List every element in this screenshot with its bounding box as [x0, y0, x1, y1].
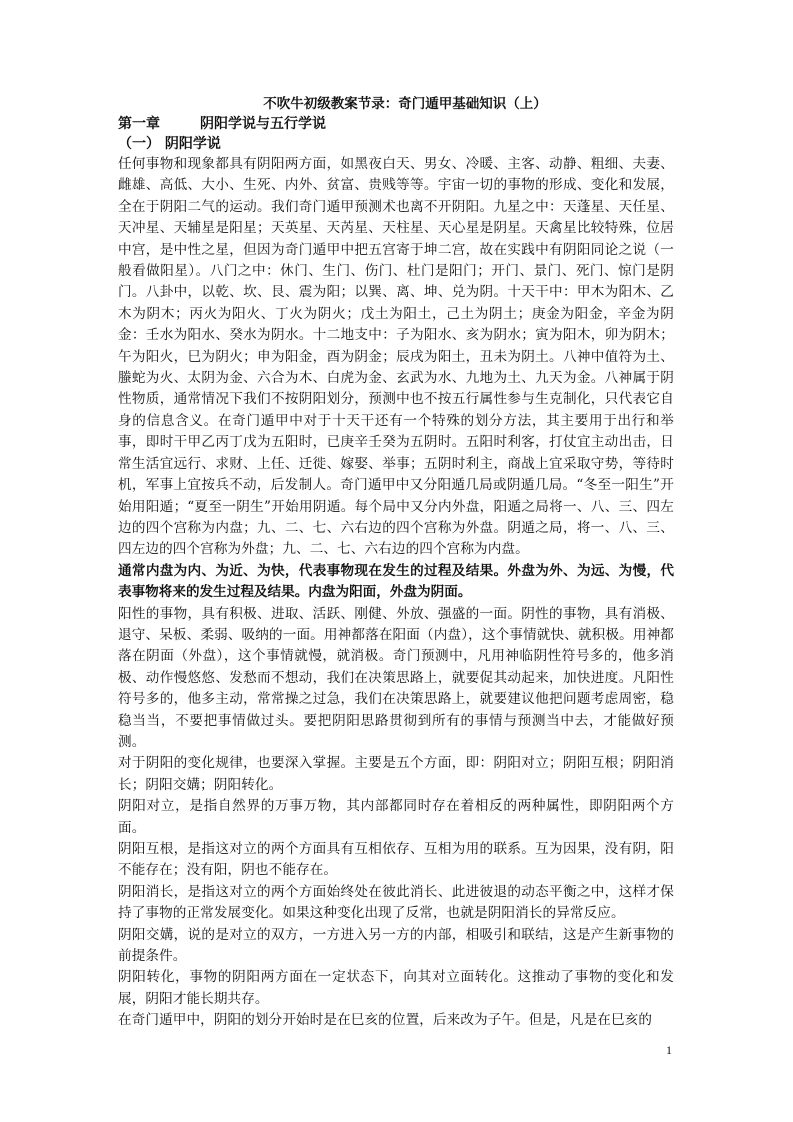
body-paragraph: 任何事物和现象都具有阴阳两方面，如黑夜白天、男女、冷暖、主客、动静、粗细、夫妻、雌雄、高低、大小、生死、内外、贫富、贵贱等等。宇宙一切的事物的形成、变化和发展，全在于阴阳二气的运动。我们奇门遁甲预测术也离不开阴阳。九星之中：天蓬星、天任星、天冲星、天辅星是阳星；天英星、天芮星、天柱星、天心星是阴星。天禽星比较特殊，位居中宫，是中性之星，但因为奇门遁甲中把五宫寄于坤二宫，故在实践中有阴阳同论之说（一般看做阳星）。八门之中：休门、生门、伤门、杜门是阳门；开门、景门、死门、惊门是阴门。八卦中，以乾、坎、艮、震为阳；以巽、离、坤、兑为阴。十天干中：甲木为阳木、乙木为阴木；丙火为阳火、丁火为阴火；戊土为阳土，己土为阴土；庚金为阳金，辛金为阴金：壬水为阳水、癸水为阴水。十二地支中：子为阳水、亥为阴水；寅为阳木，卯为阴木；午为阳火，巳为阴火；申为阳金，酉为阴金；辰戌为阳土，丑未为阴土。八神中值符为土、螣蛇为火、太阴为金、六合为木、白虎为金、玄武为水、九地为土、九天为金。八神属于阴性物质，通常情况下我们不按阴阳划分，预测中也不按五行属性参与生克制化，只代表它自身的信息含义。在奇门遁甲中对于十天干还有一个特殊的划分方法，其主要用于出行和举事，即时干甲乙丙丁戊为五阳时，已庚辛壬癸为五阴时。五阳时利客，打仗宜主动出击，日常生活宜远行、求财、上任、迁徙、嫁娶、举事；五阴时利主，商战上宜采取守势，等待时机，军事上宜按兵不动，后发制人。奇门遁甲中又分阳遁几局或阴遁几局。“冬至一阳生”开始用阳遁；“夏至一阴生”开始用阴遁。每个局中又分内外盘，阳遁之局将一、八、三、四左边的四个宫称为内盘；九、二、七、六右边的四个宫称为外盘。阴遁之局，将一、八、三、四左边的四个宫称为外盘；九、二、七、六右边的四个宫称为内盘。 [118, 156, 674, 558]
document-title: 不吹牛初级教案节录：奇门遁甲基础知识（上） [263, 96, 547, 112]
body-paragraph: 阴阳交媾，说的是对立的双方，一方进入另一方的内部，相吸引和联结，这是产生新事物的前提条件。 [118, 926, 674, 965]
chapter-number: 第一章 [118, 116, 160, 132]
body-paragraph: 阴阳互根，是指这对立的两个方面具有互相依存、互相为用的联系。互为因果，没有阴，阳不能存在；没有阳，阴也不能存在。 [118, 841, 674, 879]
chapter-heading [118, 114, 674, 134]
body-paragraph: 对于阴阳的变化规律，也要深入掌握。主要是五个方面，即：阴阳对立；阴阳互根；阴阳消长；阴阳交媾；阴阳转化。 [118, 755, 674, 793]
body-paragraph: 阴阳对立，是指自然界的万事万物，其内部都同时存在着相反的两种属性，即阴阳两个方面。 [118, 798, 674, 836]
document-page [118, 94, 674, 1032]
chapter-name: 阴阳学说与五行学说 [200, 116, 326, 132]
body-paragraph: 阴阳转化，事物的阴阳两方面在一定状态下，向其对立面转化。这推动了事物的变化和发展，阴阳才能长期共存。 [118, 969, 674, 1007]
page-number: 1 [666, 1043, 672, 1057]
section-heading: （一） 阴阳学说 [118, 136, 221, 152]
body-paragraph: 在奇门遁甲中，阴阳的划分开始时是在巳亥的位置，后来改为子午。但是，凡是在巳亥的 [118, 1012, 653, 1029]
body-paragraph: 阳性的事物，具有积极、进取、活跃、刚健、外放、强盛的一面。阴性的事物，具有消极、退守、呆板、柔弱、吸纳的一面。用神都落在阳面（内盘），这个事情就快、就积极。用神都落在阴面（外盘），这个事情就慢，就消极。奇门预测中，凡用神临阴性符号多的，他多消极、动作慢悠悠、发愁而不想动，我们在决策思路上，就要促其动起来，加快进度。凡阳性符号多的，他多主动，常常操之过急，我们在决策思路上，就要建议他把问题考虑周密，稳稳当当，不要把事情做过头。要把阴阳思路贯彻到所有的事情与预测当中去，才能做好预测。 [118, 605, 674, 750]
body-paragraph: 阴阳消长，是指这对立的两个方面始终处在彼此消长、此进彼退的动态平衡之中，这样才保持了事物的正常发展变化。如果这种变化出现了反常，也就是阴阳消长的异常反应。 [118, 883, 674, 922]
bold-paragraph: 通常内盘为内、为近、为快，代表事物现在发生的过程及结果。外盘为外、为远、为慢，代表事物将来的发生过程及结果。内盘为阳面，外盘为阴面。 [118, 562, 674, 601]
